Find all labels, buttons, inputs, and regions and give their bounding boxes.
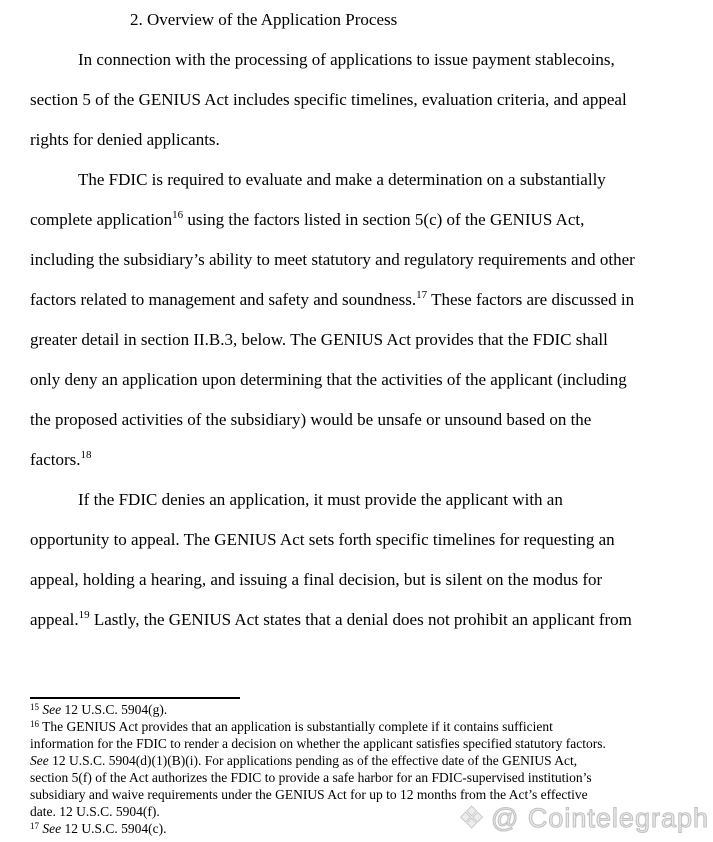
text-line	[30, 40, 670, 80]
text-segment: section 5 of the GENIUS Act includes specific timelines, evaluation criteria, and appeal	[30, 90, 627, 109]
section-heading: 2. Overview of the Application Process	[130, 10, 398, 29]
footnote-ref: 18	[80, 449, 92, 461]
footnote-line	[30, 752, 706, 769]
body-text	[30, 0, 670, 640]
footnote-line	[30, 769, 706, 786]
footnote-ref: 17	[416, 289, 428, 301]
italic-text: See	[42, 702, 62, 717]
text-segment: date. 12 U.S.C. 5904(f).	[30, 804, 160, 819]
footnote-line	[30, 718, 706, 735]
footnote-ref: 19	[78, 609, 90, 621]
footnote-line	[30, 701, 706, 718]
text-line	[30, 200, 670, 240]
text-segment: the proposed activities of the subsidiary) would be unsafe or unsound based on the	[30, 410, 592, 429]
text-segment: section 5(f) of the Act authorizes the FDIC to provide a safe harbor for an FDIC-supervised institution’s	[30, 770, 592, 785]
footnote-separator	[30, 697, 240, 699]
text-segment: The FDIC is required to evaluate and make a determination on a substantially	[78, 170, 606, 189]
text-line	[30, 320, 670, 360]
text-segment: 12 U.S.C. 5904(g).	[61, 702, 168, 717]
text-segment: opportunity to appeal. The GENIUS Act sets forth specific timelines for requesting an	[30, 530, 615, 549]
watermark-text: @ Cointelegraph	[490, 803, 709, 833]
text-segment: using the factors listed in section 5(c) of the GENIUS Act,	[183, 210, 585, 229]
text-line	[30, 280, 670, 320]
text-line	[30, 480, 670, 520]
text-segment: 12 U.S.C. 5904(d)(1)(B)(i). For applications pending as of the effective date of the GENIUS Act,	[48, 753, 578, 768]
paragraph	[30, 480, 670, 640]
footnote-line	[30, 735, 706, 752]
text-line	[30, 160, 670, 200]
footnote-ref: 16	[172, 209, 184, 221]
text-segment: 12 U.S.C. 5904(c).	[61, 821, 167, 836]
text-line	[30, 360, 670, 400]
text-line	[30, 120, 670, 160]
text-segment: factors related to management and safety and soundness.	[30, 290, 417, 309]
text-segment: The GENIUS Act provides that an application is substantially complete if it contains sufficient	[39, 719, 553, 734]
text-line	[30, 240, 670, 280]
italic-text: See	[30, 753, 49, 768]
text-line	[30, 560, 670, 600]
text-line	[30, 400, 670, 440]
text-segment: only deny an application upon determining that the activities of the applicant (including	[30, 370, 627, 389]
text-line	[30, 440, 670, 480]
text-segment: Lastly, the GENIUS Act states that a denial does not prohibit an applicant from	[89, 610, 632, 629]
text-line	[30, 80, 670, 120]
footnote-ref: 17	[30, 821, 39, 831]
footnote-ref: 15	[30, 702, 39, 712]
text-segment: including the subsidiary’s ability to meet statutory and regulatory requirements and other	[30, 250, 635, 269]
footnote-ref: 16	[30, 719, 39, 729]
footnote-line	[30, 803, 706, 820]
text-segment: greater detail in section II.B.3, below. The GENIUS Act provides that the FDIC shall	[30, 330, 608, 349]
text-segment: These factors are discussed in	[427, 290, 635, 309]
text-segment: appeal, holding a hearing, and issuing a final decision, but is silent on the modus for	[30, 570, 603, 589]
footnotes	[30, 701, 706, 837]
paragraph	[30, 40, 670, 160]
footnote-line	[30, 786, 706, 803]
paragraphs	[30, 40, 670, 640]
text-line	[30, 520, 670, 560]
text-line	[30, 600, 670, 640]
paragraph	[30, 160, 670, 480]
text-segment: complete application	[30, 210, 173, 229]
text-segment: appeal.	[30, 610, 79, 629]
text-segment: subsidiary and waive requirements under the GENIUS Act for up to 12 months from the Act’s effective	[30, 787, 588, 802]
text-segment: factors.	[30, 450, 81, 469]
text-segment: rights for denied applicants.	[30, 130, 220, 149]
footnote-line	[30, 820, 706, 837]
cointelegraph-logo-icon: ❖	[458, 801, 486, 835]
italic-text: See	[42, 821, 62, 836]
text-segment: In connection with the processing of applications to issue payment stablecoins,	[78, 50, 615, 69]
text-segment: information for the FDIC to render a decision on whether the applicant satisfies specified statutory factors.	[30, 736, 606, 751]
text-segment: If the FDIC denies an application, it must provide the applicant with an	[78, 490, 563, 509]
